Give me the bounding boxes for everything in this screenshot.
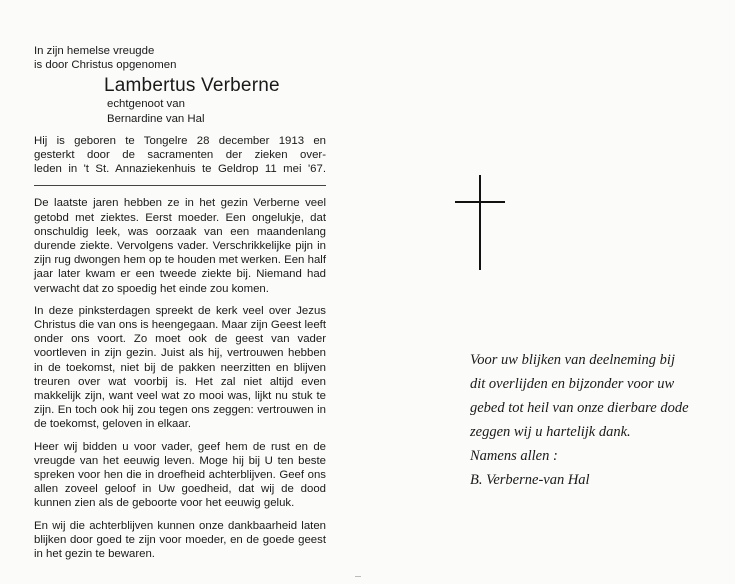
birth-line-3: leden in 't St. Annaziekenhuis te Geldrop 11 mei '67.: [34, 163, 326, 176]
fold-mark: [355, 576, 361, 577]
thanks-line-4: zeggen wij u hartelijk dank.: [470, 424, 631, 440]
spouse-name: Bernardine van Hal: [107, 112, 205, 125]
signature: B. Verberne-van Hal: [470, 472, 590, 488]
thanks-line-3: gebed tot heil van onze dierbare dode: [470, 400, 689, 416]
paragraph-gratitude: En wij die achterblijven kunnen onze dankbaarheid laten blijken door goed te zijn voor moeder, en de goede geest in het gezin te bewaren.: [34, 519, 326, 561]
deceased-name: Lambertus Verberne: [104, 75, 280, 97]
relation-label: echtgenoot van: [107, 98, 185, 111]
intro-line-2: is door Christus opgenomen: [34, 59, 177, 72]
thanks-block: [470, 348, 730, 492]
on-behalf-label: Namens allen :: [470, 448, 558, 464]
birth-line-1: Hij is geboren te Tongelre 28 december 1913 en: [34, 134, 326, 147]
divider-line: [34, 185, 326, 186]
cross-icon: [455, 175, 505, 270]
intro-line-1: In zijn hemelse vreugde: [34, 45, 155, 57]
thanks-line-2: dit overlijden en bijzonder voor uw: [470, 376, 675, 392]
paragraph-prayer: Heer wij bidden u voor vader, geef hem de rust en de vreugde van het eeuwig leven. Moge hij bij U ten beste spreken voor hen die in droefheid achterblijven. Geef ons allen zoveel geloof in Uw goedheid, dat wij de dood kunnen zien als de geboorte voor het eeuwig geluk.: [34, 440, 326, 510]
birth-death-text: [34, 134, 326, 177]
intro-text: [34, 44, 326, 72]
paragraph-illness: De laatste jaren hebben ze in het gezin Verberne veel getobd met ziektes. Eerst moeder. Een ongelukje, dat onschuldig leek, was oorzaak van een maandenlang durende ziekte. Vervolgens vader. Verschrikkelijke pijn in zijn rug dwongen hem op te houden met werken. Een half jaar later kwam er een tweede ziekte bij. Niemand had verwacht dat zo spoedig het einde zou komen.: [34, 197, 326, 295]
paragraph-pentecost: In deze pinksterdagen spreekt de kerk veel over Jezus Christus die van ons is heengegaan. Maar zijn Geest leeft onder ons voort. Zo moet ook de geest van vader voortleven in zijn gezin. Juist als hij, vertrouwen hebben in de toekomst, niet bij de pakken neerzitten en blijven treuren over wat voorbij is. Het zal niet altijd even makkelijk zijn, want veel wat zo mooi was, lijkt nu stuk te zijn. En toch ook hij zou tegen ons zeggen: vertrouwen in de toekomst, geloven in elkaar.: [34, 304, 326, 431]
left-column: [34, 44, 326, 569]
cross-horizontal-bar: [455, 201, 505, 203]
spouse-block: [107, 97, 326, 125]
cross-vertical-bar: [479, 175, 481, 270]
birth-line-2: gesterkt door de sacramenten der zieken over-: [34, 149, 326, 162]
thanks-line-1: Voor uw blijken van deelneming bij: [470, 352, 675, 368]
